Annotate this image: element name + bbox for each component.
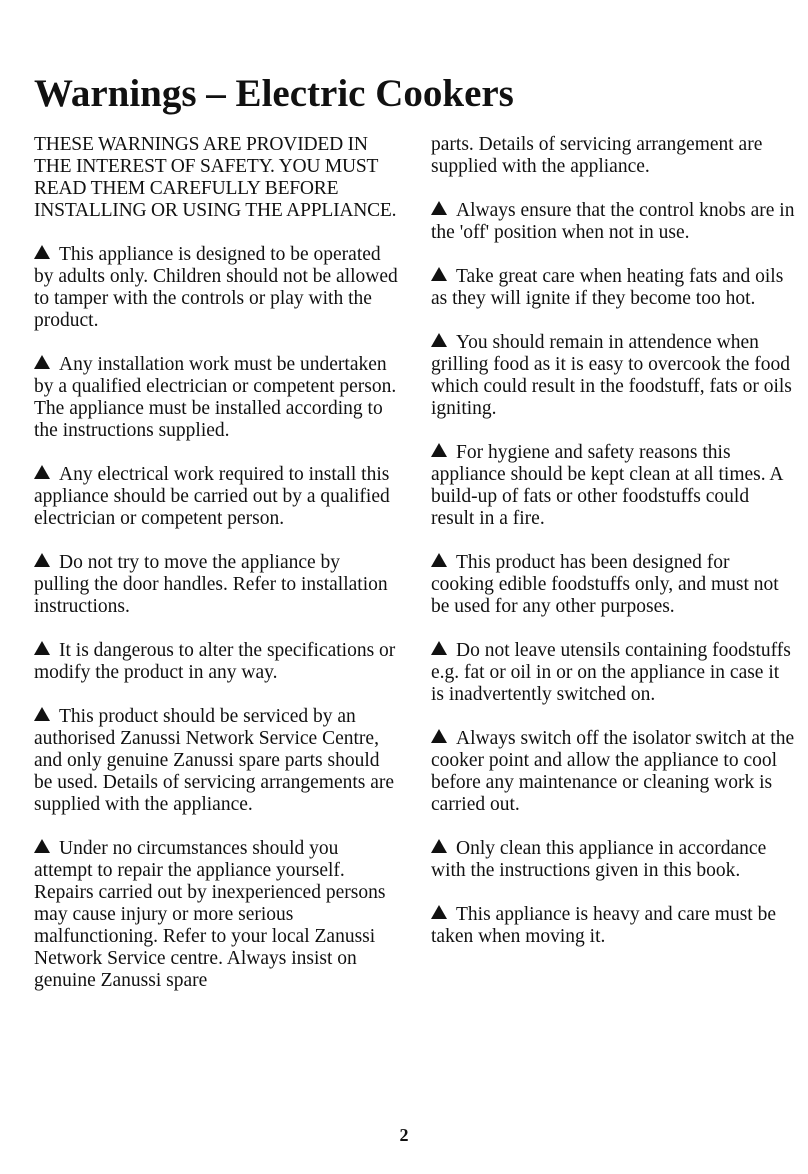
warning-text: This appliance is heavy and care must be taken when moving it.: [431, 904, 777, 947]
warning-triangle-icon: [431, 201, 447, 215]
warning-triangle-icon: [34, 553, 50, 567]
warning-item: [34, 640, 400, 684]
warning-text: Always ensure that the control knobs are in the 'off' position when not in use.: [431, 200, 795, 243]
warning-text: Always switch off the isolator switch at the cooker point and allow the appliance to cool before any maintenance or cleaning work is carried out.: [431, 728, 795, 815]
warning-triangle-icon: [431, 553, 447, 567]
warning-triangle-icon: [431, 729, 447, 743]
warning-triangle-icon: [431, 839, 447, 853]
warning-triangle-icon: [431, 641, 447, 655]
warning-item: [431, 332, 795, 420]
warning-text: Do not leave utensils containing foodstuffs e.g. fat or oil in or on the appliance in case it is inadvertently switched on.: [431, 640, 791, 705]
warning-text: Take great care when heating fats and oils as they will ignite if they become too hot.: [431, 266, 784, 309]
warning-triangle-icon: [431, 905, 447, 919]
warning-item: [431, 838, 795, 882]
warning-text: Under no circumstances should you attempt to repair the appliance yourself. Repairs carried out by inexperienced persons may cause injury or more serious malfunctioning. Refer to your local Zanussi Network Service centre. Always insist on genuine Zanussi spare: [34, 838, 386, 991]
warning-text: Do not try to move the appliance by pulling the door handles. Refer to installation instructions.: [34, 552, 388, 617]
warning-triangle-icon: [431, 443, 447, 457]
continuation-paragraph: parts. Details of servicing arrangement are supplied with the appliance.: [431, 134, 763, 177]
warning-triangle-icon: [431, 333, 447, 347]
warning-triangle-icon: [34, 839, 50, 853]
warning-item: [431, 442, 795, 530]
warning-triangle-icon: [431, 267, 447, 281]
warning-item: [431, 200, 795, 244]
warning-triangle-icon: [34, 245, 50, 259]
warning-item: [431, 266, 795, 310]
warning-item: [34, 552, 400, 618]
warning-text: You should remain in attendence when grilling food as it is easy to overcook the food which could result in the foodstuff, fats or oils igniting.: [431, 332, 792, 419]
warning-text: This product has been designed for cooking edible foodstuffs only, and must not be used for any other purposes.: [431, 552, 779, 617]
warning-text: It is dangerous to alter the specifications or modify the product in any way.: [34, 640, 396, 683]
warning-text: Any installation work must be undertaken by a qualified electrician or competent person. The appliance must be installed according to the instructions supplied.: [34, 354, 397, 441]
warning-item: [34, 706, 400, 816]
intro-paragraph: THESE WARNINGS ARE PROVIDED IN THE INTEREST OF SAFETY. YOU MUST READ THEM CAREFULLY BEFORE INSTALLING OR USING THE APPLIANCE.: [34, 134, 397, 221]
warning-triangle-icon: [34, 465, 50, 479]
warning-text: For hygiene and safety reasons this appliance should be kept clean at all times. A build-up of fats or other foodstuffs could result in a fire.: [431, 442, 783, 529]
warning-triangle-icon: [34, 641, 50, 655]
warning-text: This appliance is designed to be operated by adults only. Children should not be allowed to tamper with the controls or play with the product.: [34, 244, 398, 331]
left-column: [34, 134, 400, 1014]
warning-text: This product should be serviced by an authorised Zanussi Network Service Centre, and only genuine Zanussi spare parts should be used. Details of servicing arrangements are supplied with the appliance.: [34, 706, 395, 815]
right-column: [431, 134, 795, 970]
warning-item: [34, 838, 400, 992]
page-title: Warnings – Electric Cookers: [34, 72, 514, 115]
warning-triangle-icon: [34, 355, 50, 369]
warning-item: [431, 640, 795, 706]
warning-item: [34, 244, 400, 332]
warning-text: Only clean this appliance in accordance with the instructions given in this book.: [431, 838, 767, 881]
warning-item: [431, 728, 795, 816]
warning-item: [34, 354, 400, 442]
page-number: 2: [399, 1125, 409, 1145]
warning-item: [431, 904, 795, 948]
warning-text: Any electrical work required to install this appliance should be carried out by a qualified electrician or competent person.: [34, 464, 390, 529]
warning-triangle-icon: [34, 707, 50, 721]
warning-item: [34, 464, 400, 530]
warning-item: [431, 552, 795, 618]
